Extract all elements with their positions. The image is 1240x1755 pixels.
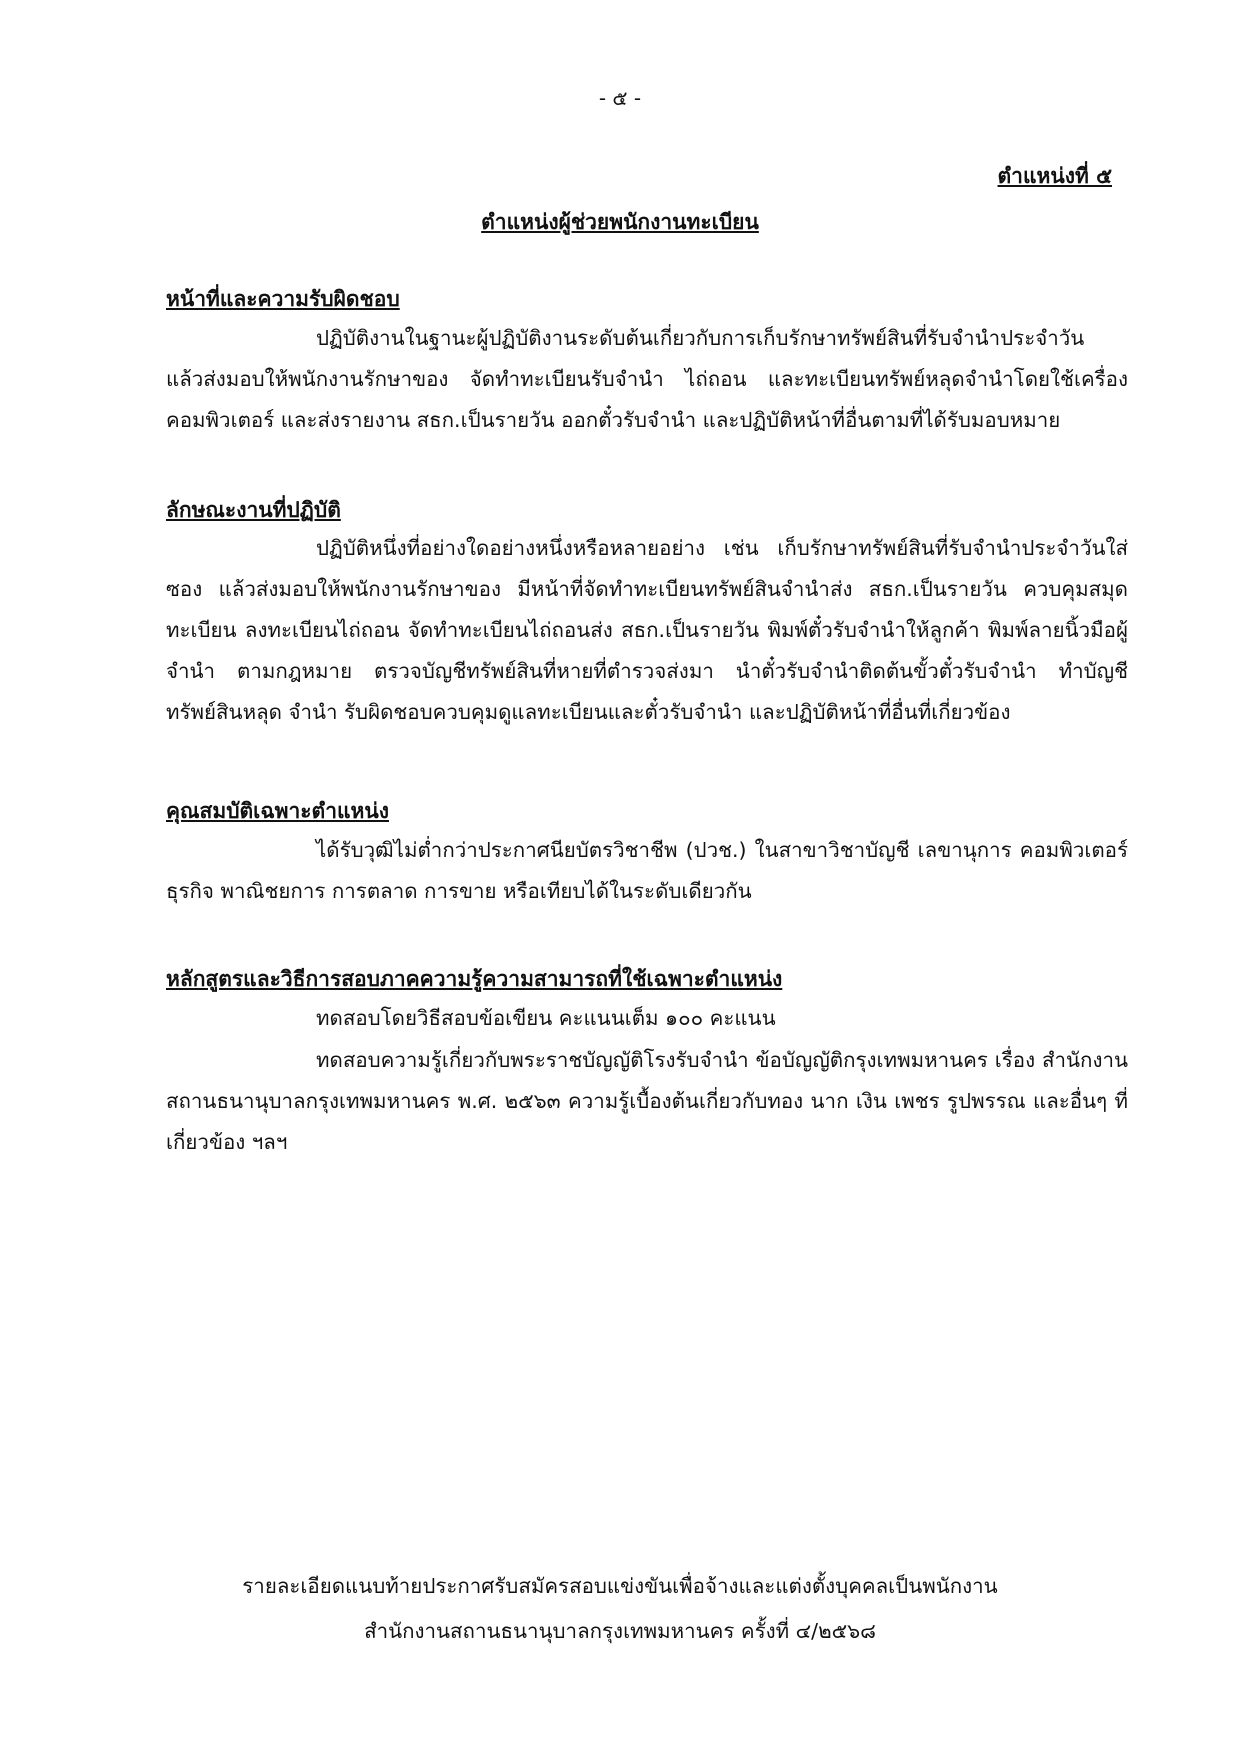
duties-text: ปฏิบัติงานในฐานะผู้ปฏิบัติงานระดับต้นเกี่ยวกับการเก็บรักษาทรัพย์สินที่รับจำนำประจำวัน แล้วส่งมอบให้พนักงานรักษาของ จัดทำทะเบียนรับจำนำ ไถ่ถอน และทะเบียนทรัพย์หลุดจำนำโดยใช้เครื่อง คอมพิวเตอร์ และส่งรายงาน สธก.เป็นรายวัน ออกตั๋วรับจำนำ และปฏิบัติหน้าที่อื่นตามที่ได้รับมอบหมาย (166, 326, 1128, 432)
position-number: ตำแหน่งที่ ๕ (997, 164, 1112, 188)
position-title: ตำแหน่งผู้ช่วยพนักงานทะเบียน (481, 210, 759, 234)
exam-heading: หลักสูตรและวิธีการสอบภาคความรู้ความสามารถที่ใช้เฉพาะตำแหน่ง (166, 967, 783, 991)
exam-text: ทดสอบความรู้เกี่ยวกับพระราชบัญญัติโรงรับจำนำ ข้อบัญญัติกรุงเทพมหานคร เรื่อง สำนักงาน สถานธนานุบาลกรุงเทพมหานคร พ.ศ. ๒๕๖๓ ความรู้เบื้องต้นเกี่ยวกับทอง นาก เงิน เพชร รูปพรรณ และอื่นๆ ที่เกี่ยวข้อง ฯลฯ (166, 1048, 1128, 1154)
qualifications-text: ได้รับวุฒิไม่ต่ำกว่าประกาศนียบัตรวิชาชีพ (ปวช.) ในสาขาวิชาบัญชี เลขานุการ คอมพิวเตอร์ ธุรกิจ พาณิชยการ การตลาด การขาย หรือเทียบได้ในระดับเดียวกัน (166, 838, 1128, 903)
qualifications-heading: คุณสมบัติเฉพาะตำแหน่ง (166, 799, 389, 823)
page-number: - ๕ - (598, 86, 642, 110)
work-nature-heading: ลักษณะงานที่ปฏิบัติ (166, 498, 341, 522)
duties-heading: หน้าที่และความรับผิดชอบ (166, 287, 400, 311)
footer-line-2: สำนักงานสถานธนานุบาลกรุงเทพมหานคร ครั้งที่ ๔/๒๕๖๘ (364, 1619, 876, 1643)
footer-line-1: รายละเอียดแนบท้ายประกาศรับสมัครสอบแข่งขันเพื่อจ้างและแต่งตั้งบุคคลเป็นพนักงาน (242, 1574, 998, 1598)
exam-method: ทดสอบโดยวิธีสอบข้อเขียน คะแนนเต็ม ๑๐๐ คะแนน (316, 1006, 776, 1030)
work-nature-text: ปฏิบัติหนึ่งที่อย่างใดอย่างหนึ่งหรือหลายอย่าง เช่น เก็บรักษาทรัพย์สินที่รับจำนำประจำวันใส่ซอง แล้วส่งมอบให้พนักงานรักษาของ มีหน้าที่จัดทำทะเบียนทรัพย์สินจำนำส่ง สธก.เป็นรายวัน ควบคุมสมุดทะเบียน ลงทะเบียนไถ่ถอน จัดทำทะเบียนไถ่ถอนส่ง สธก.เป็นรายวัน พิมพ์ตั๋วรับจำนำให้ลูกค้า พิมพ์ลายนิ้วมือผู้จำนำ ตามกฎหมาย ตรวจบัญชีทรัพย์สินที่หายที่ตำรวจส่งมา นำตั๋วรับจำนำติดต้นขั้วตั๋วรับจำนำ ทำบัญชีทรัพย์สินหลุด จำนำ รับผิดชอบควบคุมดูแลทะเบียนและตั๋วรับจำนำ และปฏิบัติหน้าที่อื่นที่เกี่ยวข้อง (166, 536, 1128, 724)
